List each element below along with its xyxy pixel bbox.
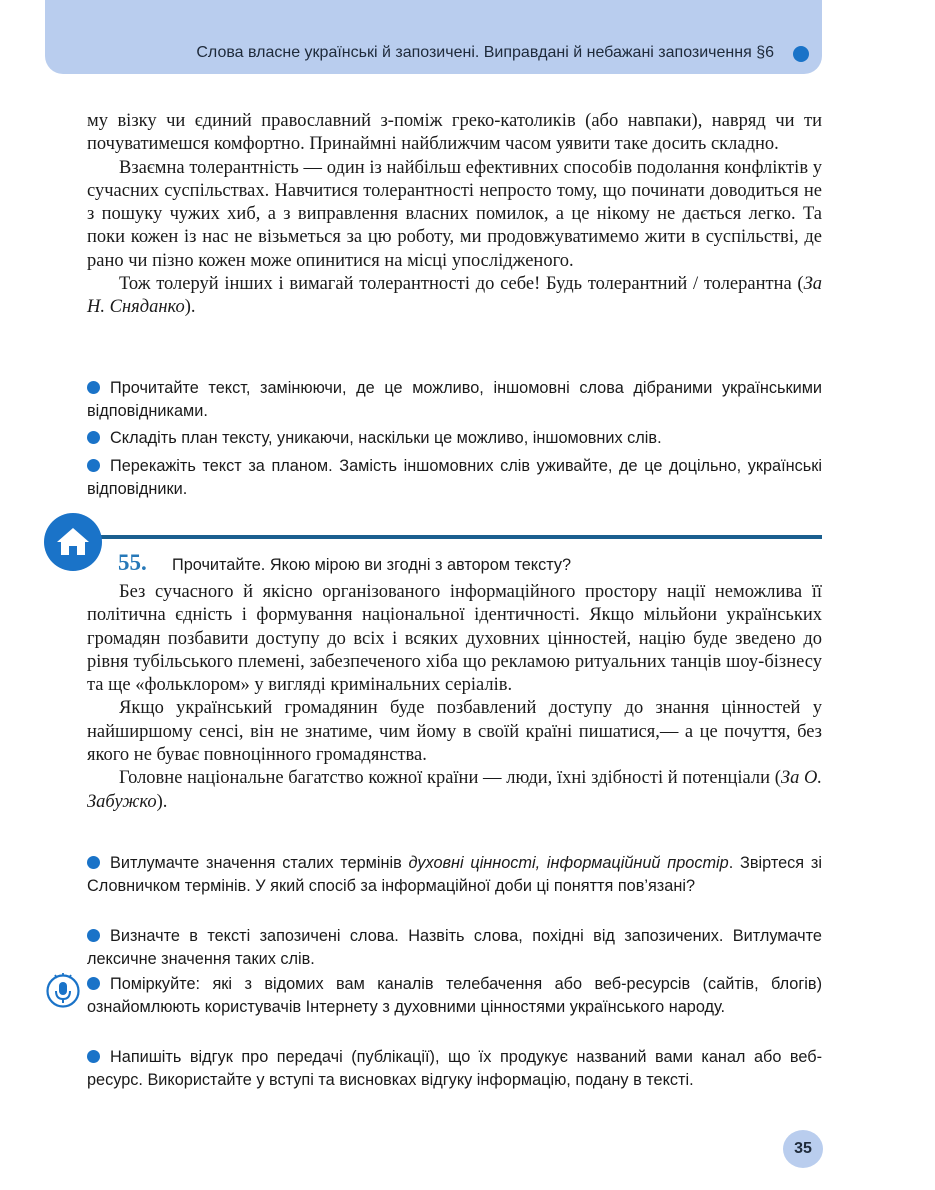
bullet-icon: [87, 381, 100, 394]
exercise-number: 55.: [118, 550, 147, 575]
page-number: 35: [783, 1130, 823, 1168]
task-text-end: . Звіртеся зі Словничком термінів. У який спосіб за інформаційної доби ці поняття пов’язані?: [87, 854, 822, 895]
paragraph-3-text: Головне національне багатство кожної країни — люди, їхні здібності й потенціали (: [119, 768, 781, 789]
text-paragraph: [87, 110, 822, 320]
task-text: Напишіть відгук про передачі (публікації), що їх продукує названий вами канал або веб-ресурс. Використайте у вступі та висновках відгуку інформацію, подану в тексті.: [87, 1048, 822, 1089]
header-title: Слова власне українські й запозичені. Виправдані й небажані запозичення §6: [196, 44, 774, 61]
paragraph-1: Без сучасного й якісно організованого інформаційного простору нації неможлива її політична єдність і формування національної ідентичності. Якщо мільйони українських громадян позбавити доступу до всіх і всяких духовних цінностей, націю буде зведено до рівня тубільського племені, забезпеченого хіба що рекламою ритуальних танців шоу-бізнесу та ще «фольклором» у вигляді кримінальних серіалів.: [87, 582, 822, 696]
paragraph-1: му візку чи єдиний православний з-поміж греко-католиків (або навпаки), навряд чи ти почуватимешся комфортно. Принаймні найближчим часом уявити таке досить складно.: [87, 111, 822, 155]
bullet-icon: [87, 929, 100, 942]
task-item: [87, 925, 822, 971]
section-divider: [88, 535, 822, 539]
task-text: Визначте в тексті запозичені слова. Назвіть слова, похідні від запозичених. Витлумачте лексичне значення таких слів.: [87, 927, 822, 968]
paragraph-3: [87, 767, 822, 814]
bullet-icon: [87, 431, 100, 444]
header-band: [45, 0, 822, 74]
task-text: Прочитайте текст, замінюючи, де це можливо, іншомовні слова дібраними українськими відповідниками.: [87, 379, 822, 420]
text-block-2: [87, 581, 822, 814]
task-item: [87, 455, 822, 501]
paragraph-2: Якщо український громадянин буде позбавлений доступу до знання цінностей у найширшому сенсі, він не знатиме, чим йому в своїй країні пишатися,— а це почуття, без якого не буває повноцінного громадянства.: [87, 698, 822, 766]
paragraph-2: Взаємна толерантність — один із найбільш ефективних способів подолання конфліктів у сучасних суспільствах. Навчитися толерантності непросто тому, що починати доводиться не з пошуку чужих хиб, а з виправлення власних помилок, а це нікому не дається легко. Та поки кожен із нас не візьметься за цю роботу, ми продовжуватимемо жити в суспільстві, де рано чи пізно кожен може опинитися на місці упослідженого.: [87, 157, 822, 271]
header-dot-icon: [793, 46, 809, 62]
paragraph-3: [87, 273, 822, 320]
task-text: Поміркуйте: які з відомих вам каналів телебачення або веб-ресурсів (сайтів, блогів) ознайомлюють користувачів Інтернету з духовними цінностями українського народу.: [87, 975, 822, 1016]
exercise-title: Прочитайте. Якою мірою ви згодні з автором тексту?: [172, 556, 572, 574]
bullet-icon: [87, 856, 100, 869]
task-text: Витлумачте значення сталих термінів: [110, 854, 409, 872]
paragraph-3-end: ).: [184, 297, 196, 318]
task-item: [87, 1046, 822, 1092]
task-text: Перекажіть текст за планом. Замість іншомовних слів уживайте, де це доцільно, українські відповідники.: [87, 457, 822, 498]
source-author: За Н. Сняданко: [87, 274, 822, 318]
task-terms: духовні цінності, інформаційний простір: [408, 854, 729, 872]
task-item: [87, 427, 822, 450]
text-paragraph: [87, 581, 822, 814]
microphone-icon: [45, 972, 81, 1008]
home-icon: [44, 513, 102, 571]
text-block-1: [87, 110, 822, 320]
source-author: За О. Забужко: [87, 768, 822, 812]
task-item: [87, 377, 822, 423]
bullet-icon: [87, 1050, 100, 1063]
paragraph-3-end: ).: [156, 791, 168, 812]
task-item: [87, 852, 822, 898]
task-text: Складіть план тексту, уникаючи, наскільки це можливо, іншомовних слів.: [110, 429, 662, 447]
task-item: [87, 973, 822, 1019]
bullet-icon: [87, 977, 100, 990]
paragraph-3-text: Тож толеруй інших і вимагай толерантності до себе! Будь толерантний / толерантна (: [119, 274, 804, 295]
bullet-icon: [87, 459, 100, 472]
